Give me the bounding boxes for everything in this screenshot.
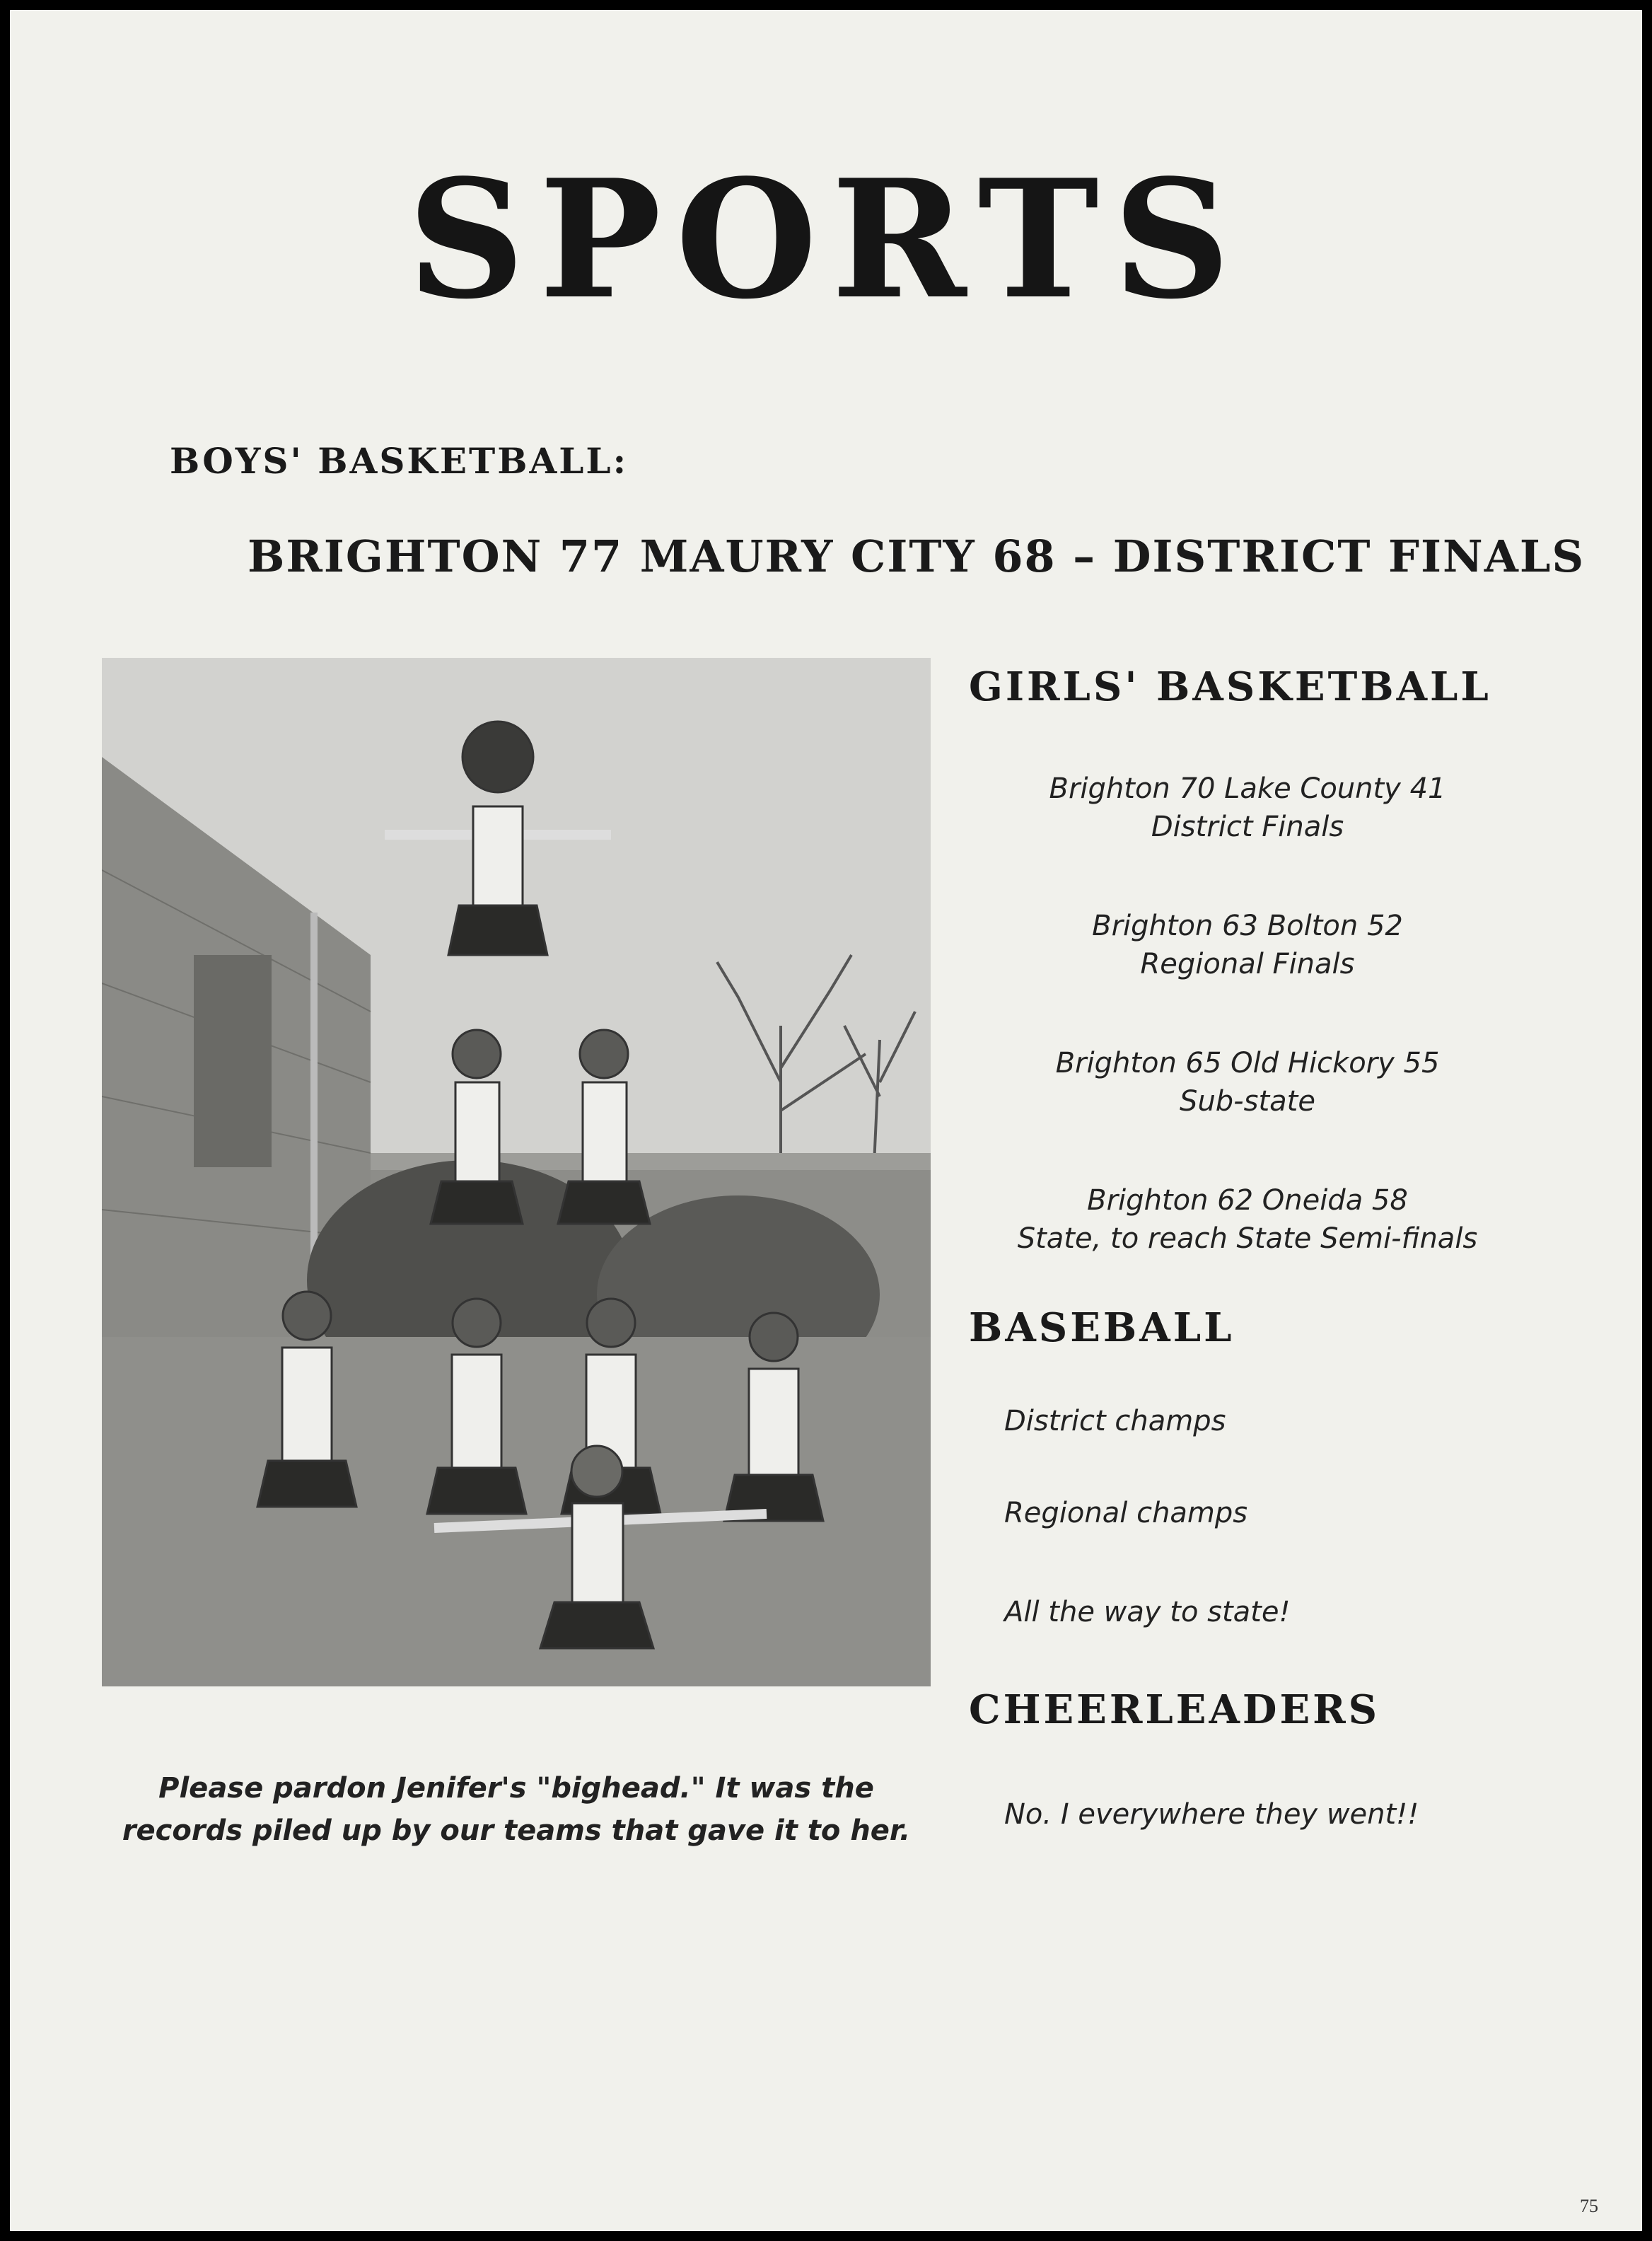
game-score: Brighton 70 Lake County 41 [1049,772,1446,805]
cheerleaders-heading: CHEERLEADERS [969,1686,1380,1733]
game-round: Regional Finals [1140,948,1355,980]
cheerleader-pyramid-photo [102,658,931,1686]
game-round: District Finals [1151,811,1344,843]
page-title: SPORTS [407,144,1245,335]
photo-illustration [102,658,931,1686]
girls-basketball-heading: GIRLS' BASKETBALL [969,664,1491,710]
baseball-heading: BASEBALL [969,1304,1235,1351]
page-number: 75 [1580,2196,1598,2216]
boys-basketball-heading: BOYS' BASKETBALL: [170,440,629,482]
girls-game-2 [950,907,1545,983]
caption-line-1: Please pardon Jenifer's "bighead." It was the [158,1772,874,1805]
game-score: Brighton 63 Bolton 52 [1092,910,1403,942]
yearbook-page [10,10,1642,2231]
caption-line-2: records piled up by our teams that gave it to her. [122,1814,911,1847]
girls-game-4 [950,1181,1545,1258]
photo-caption [102,1767,931,1852]
girls-game-1 [950,770,1545,846]
game-round: Sub-state [1180,1085,1315,1118]
baseball-item: All the way to state! [1004,1596,1291,1628]
baseball-item: Regional champs [1004,1497,1248,1529]
game-score: Brighton 65 Old Hickory 55 [1055,1047,1440,1079]
girls-game-3 [950,1044,1545,1120]
game-score: Brighton 62 Oneida 58 [1087,1184,1408,1217]
baseball-item: District champs [1004,1405,1226,1437]
game-round: State, to reach State Semi-finals [1017,1222,1478,1255]
cheerleaders-text: No. I everywhere they went!! [1004,1798,1419,1831]
boys-basketball-result: BRIGHTON 77 MAURY CITY 68 – DISTRICT FINALS [248,531,1586,582]
